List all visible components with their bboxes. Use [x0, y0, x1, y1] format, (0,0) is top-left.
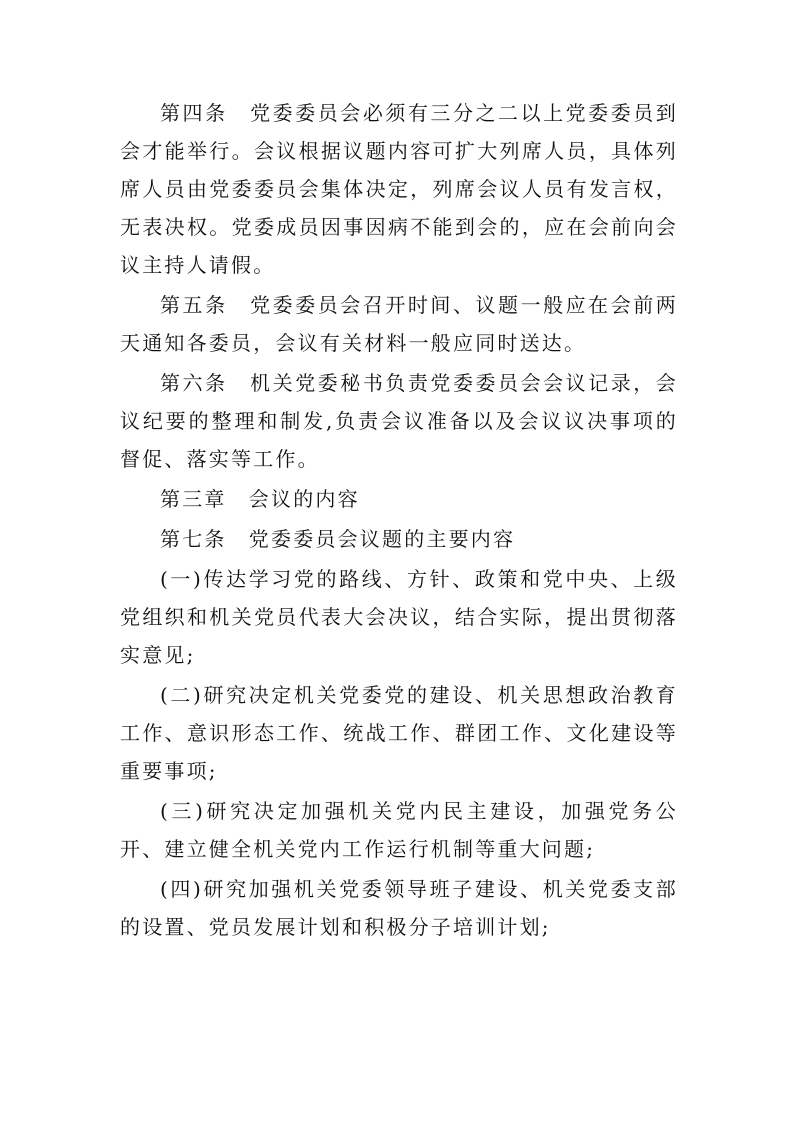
article-7-paragraph: 第七条 党委委员会议题的主要内容 — [160, 527, 516, 551]
article-4-paragraph: 第四条 党委委员会必须有三分之二以上党委委员到会才能举行。会议根据议题内容可扩大列席人员，具体列席人员由党委委员会集体决定，列席会议人员有发言权，无表决权。党委成员因事因病不能到会的，应在会前向会议主持人请假。 — [120, 101, 678, 277]
chapter-3-heading: 第三章 会议的内容 — [160, 487, 360, 511]
list-item-2: (二)研究决定机关党委党的建设、机关思想政治教育工作、意识形态工作、统战工作、群团工作、文化建设等重要事项; — [120, 683, 678, 783]
list-item-1: (一)传达学习党的路线、方针、政策和党中央、上级党组织和机关党员代表大会决议，结合实际，提出贯彻落实意见; — [120, 567, 678, 667]
article-6-paragraph: 第六条 机关党委秘书负责党委委员会会议记录，会议纪要的整理和制发,负责会议准备以及会议议决事项的督促、落实等工作。 — [120, 371, 678, 471]
list-item-4: (四)研究加强机关党委领导班子建设、机关党委支部的设置、党员发展计划和积极分子培训计划; — [120, 877, 678, 939]
article-5-paragraph: 第五条 党委委员会召开时间、议题一般应在会前两天通知各委员，会议有关材料一般应同时送达。 — [120, 293, 678, 355]
list-item-3: (三)研究决定加强机关党内民主建设，加强党务公开、建立健全机关党内工作运行机制等重大问题; — [120, 799, 678, 861]
document-page — [120, 94, 678, 946]
